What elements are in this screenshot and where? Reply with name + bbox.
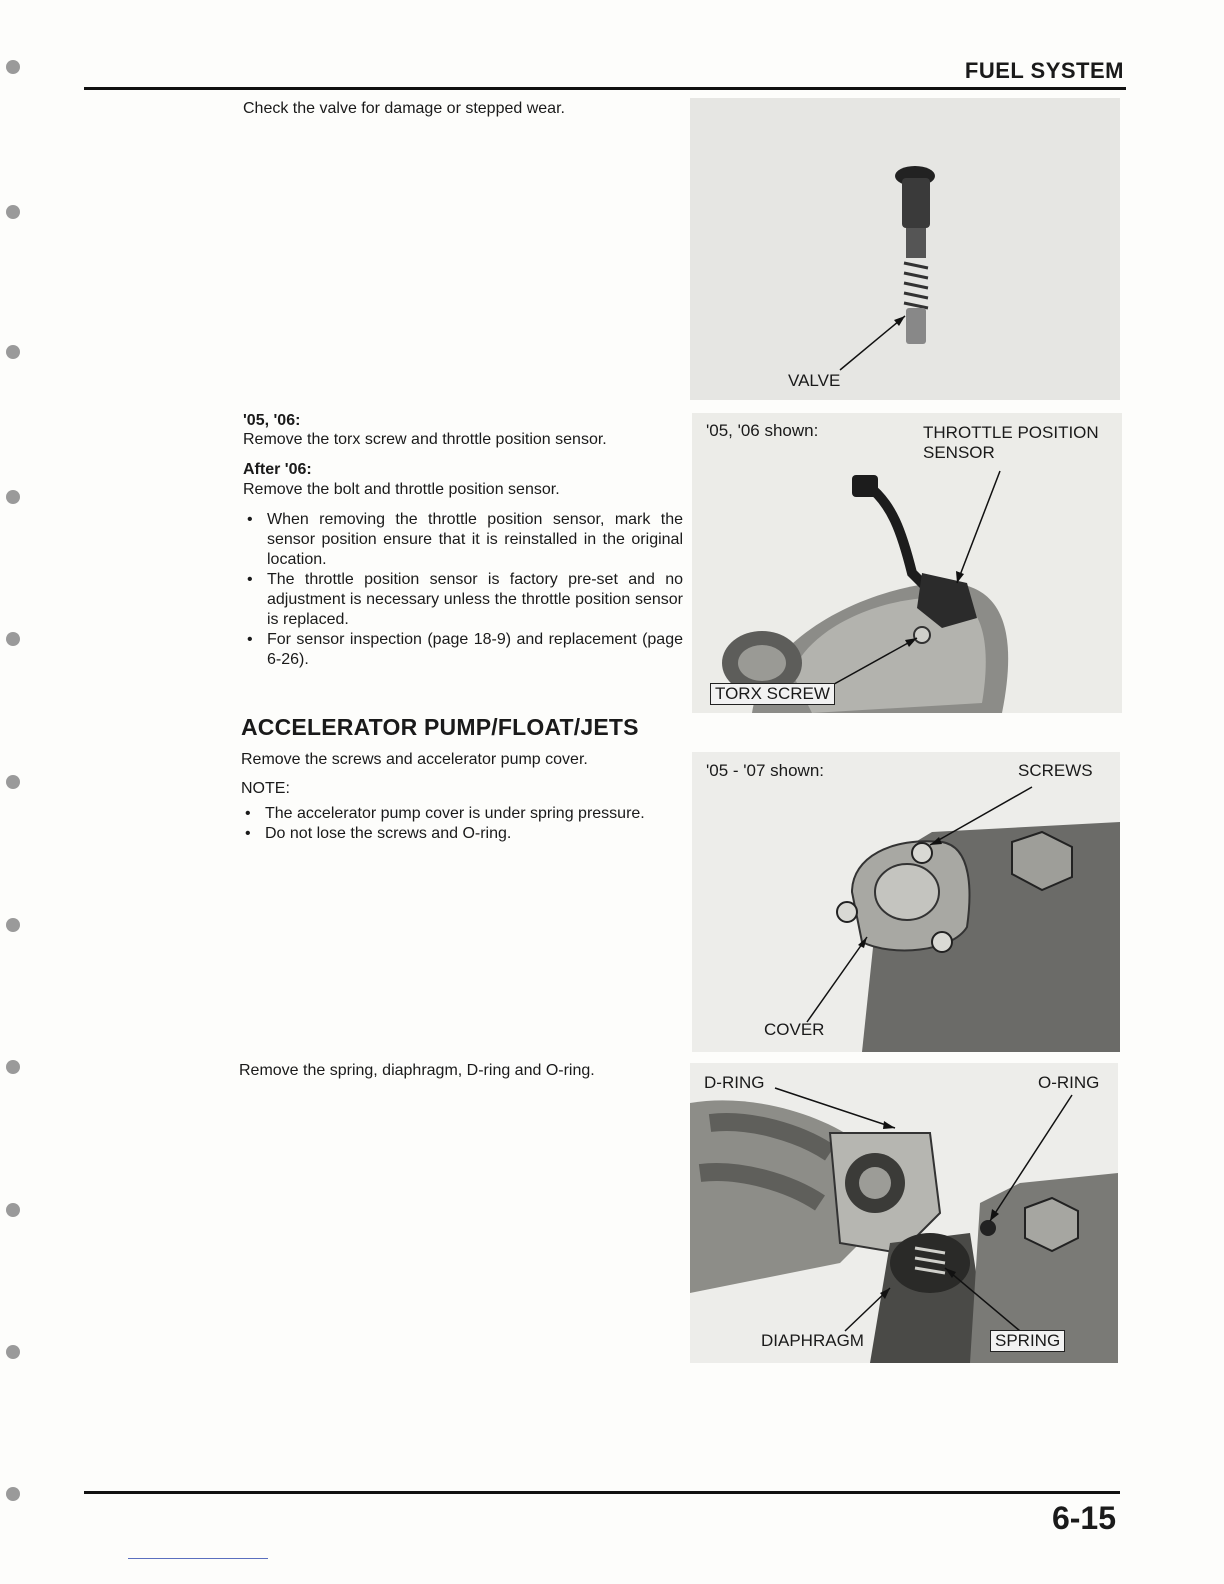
list-item: • Do not lose the screws and O-ring. xyxy=(241,824,686,844)
pump-cover-text: Remove the screws and accelerator pump cover. xyxy=(241,751,588,768)
torx-screw-callout: TORX SCREW xyxy=(710,683,835,705)
diaphragm-callout: DIAPHRAGM xyxy=(761,1331,864,1350)
section-header-title: FUEL SYSTEM xyxy=(964,58,1124,83)
d-ring-callout: D-RING xyxy=(704,1073,765,1092)
binder-hole xyxy=(6,345,20,359)
spring-callout: SPRING xyxy=(990,1330,1065,1352)
binder-hole xyxy=(6,1060,20,1074)
pump-cover-photo xyxy=(692,752,1120,1052)
pump-notes-list xyxy=(241,804,686,844)
list-item: • The throttle position sensor is factory pre-set and no adjustment is necessary unless the throttle position sensor is replaced. xyxy=(243,570,683,630)
binder-hole xyxy=(6,1487,20,1501)
valve-check-text: Check the valve for damage or stepped wear. xyxy=(243,100,565,117)
tps-callout-line1: THROTTLE POSITION xyxy=(923,423,1099,442)
list-item: • The accelerator pump cover is under spring pressure. xyxy=(241,804,686,824)
diaphragm-photo xyxy=(690,1063,1118,1363)
note-label: NOTE: xyxy=(241,780,290,797)
cover-callout: COVER xyxy=(764,1020,825,1039)
list-item: • When removing the throttle position sensor, mark the sensor position ensure that it is reinstalled in the original location. xyxy=(243,510,683,570)
bolt-removal-text: Remove the bolt and throttle position sensor. xyxy=(243,481,560,498)
tps-notes-list xyxy=(243,510,683,670)
footer-rule xyxy=(84,1491,1120,1494)
binder-hole xyxy=(6,490,20,504)
binder-hole xyxy=(6,205,20,219)
binder-hole xyxy=(6,1345,20,1359)
throttle-sensor-photo xyxy=(692,413,1122,713)
page-number: 6-15 xyxy=(1051,1500,1116,1536)
screws-callout: SCREWS xyxy=(1018,761,1093,780)
list-item-continuation: • For sensor inspection (page 18-9) and replacement (page 6-26). xyxy=(243,630,683,670)
diaphragm-removal-text: Remove the spring, diaphragm, D-ring and O-ring. xyxy=(239,1062,595,1079)
section-title: ACCELERATOR PUMP/FLOAT/JETS xyxy=(241,714,639,740)
binder-hole xyxy=(6,918,20,932)
shown-label-05-07: '05 - '07 shown: xyxy=(706,761,825,780)
binder-hole xyxy=(6,60,20,74)
model-label-05-06: '05, '06: xyxy=(243,412,301,429)
tps-callout-line2: SENSOR xyxy=(923,443,995,462)
binder-hole xyxy=(6,1203,20,1217)
o-ring-callout: O-RING xyxy=(1038,1073,1100,1092)
torx-removal-text: Remove the torx screw and throttle position sensor. xyxy=(243,431,607,448)
valve-photo xyxy=(690,98,1120,400)
footer-link-underline xyxy=(128,1558,268,1559)
shown-label-05-06: '05, '06 shown: xyxy=(706,421,819,440)
model-label-after-06: After '06: xyxy=(243,461,312,478)
binder-hole xyxy=(6,632,20,646)
header-rule xyxy=(84,87,1126,90)
valve-callout: VALVE xyxy=(788,371,841,390)
binder-hole xyxy=(6,775,20,789)
